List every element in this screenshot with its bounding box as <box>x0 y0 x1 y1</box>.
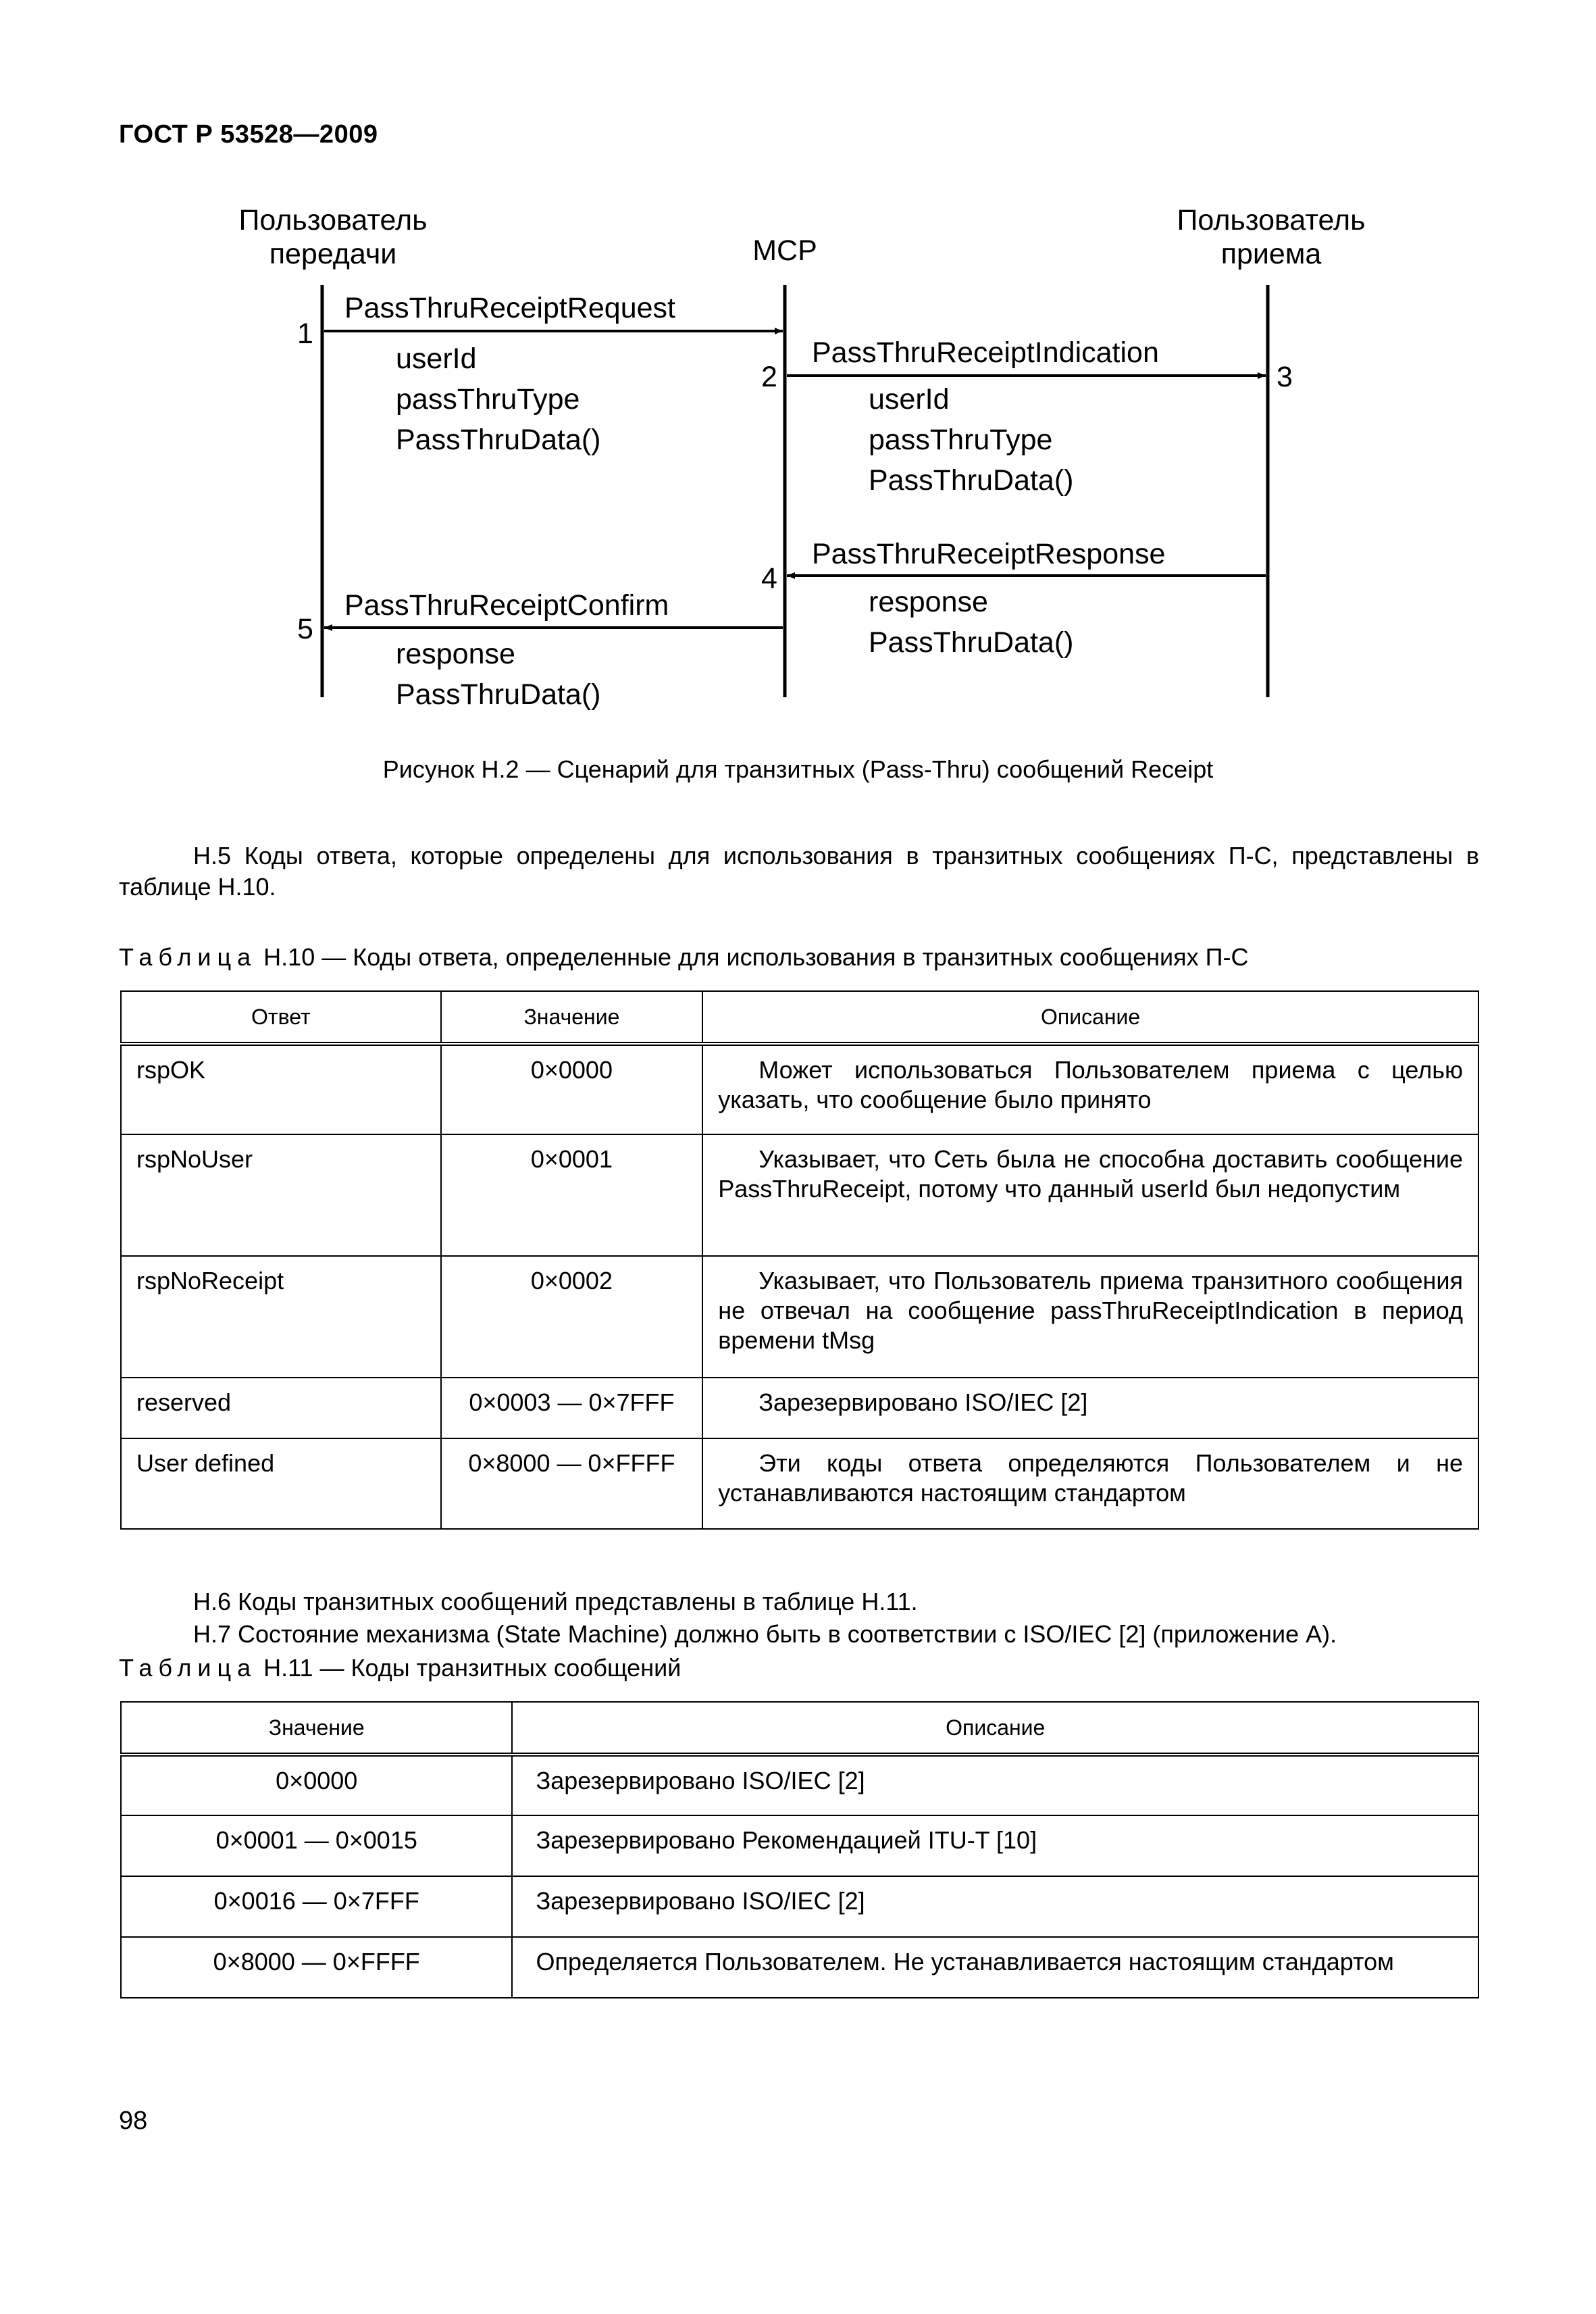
confirm-param: PassThruData() <box>396 678 601 711</box>
paragraph-h7-text: Н.7 Состояние механизма (State Machine) должно быть в соответствии с ISO/IEC [2] (приложение А). <box>193 1620 1337 1648</box>
indication-param: userId <box>869 383 950 416</box>
table-row <box>121 1378 1478 1438</box>
table-row <box>121 1044 1478 1134</box>
table11-desc-cell: Определяется Пользователем. Не устанавливается настоящим стандартом <box>512 1937 1478 1998</box>
table10-desc-cell: Указывает, что Сеть была не способна доставить сообщение PassThruReceipt, потому что данный userId был недопустим <box>702 1134 1478 1256</box>
table-11 <box>120 1701 1479 1998</box>
table10-caption-text: Н.10 — Коды ответа, определенные для использования в транзитных сообщениях П-С <box>263 943 1249 971</box>
paragraph-h5 <box>119 840 1479 903</box>
table11-value-cell: 0×0000 <box>121 1755 512 1815</box>
table10-desc-cell: Указывает, что Пользователь приема транзитного сообщения не отвечал на сообщение passThruReceiptIndication в период времени tMsg <box>702 1256 1478 1378</box>
table10-caption <box>119 943 1248 972</box>
table11-caption <box>119 1654 681 1682</box>
table10-code-cell: reserved <box>121 1378 441 1438</box>
table10-caption-label: Таблица <box>119 943 257 971</box>
receiver-label-line1: Пользователь <box>1177 204 1366 236</box>
document-header: ГОСТ Р 53528—2009 <box>119 120 378 149</box>
request-param: PassThruData() <box>396 424 601 456</box>
paragraph-h7 <box>119 1619 1479 1650</box>
table11-value-cell: 0×0001 — 0×0015 <box>121 1815 512 1876</box>
step-number-3: 3 <box>1277 361 1293 393</box>
table10-code-cell: rspOK <box>121 1044 441 1134</box>
table11-header-cell: Значение <box>121 1702 512 1755</box>
table11-value-cell: 0×0016 — 0×7FFF <box>121 1876 512 1937</box>
indication-message-name: PassThruReceiptIndication <box>812 336 1159 369</box>
table11-desc-cell: Зарезервировано ISO/IEC [2] <box>512 1876 1478 1937</box>
sequence-diagram <box>0 0 1596 730</box>
table-row <box>121 1815 1478 1876</box>
table-row <box>121 1937 1478 1998</box>
confirm-param: response <box>396 638 515 670</box>
table11-value-cell: 0×8000 — 0×FFFF <box>121 1937 512 1998</box>
indication-param: PassThruData() <box>869 464 1074 497</box>
step-number-4: 4 <box>761 562 777 595</box>
page-number: 98 <box>119 2107 148 2135</box>
table-10 <box>120 990 1479 1530</box>
table10-header-cell: Описание <box>702 991 1478 1044</box>
confirm-message-name: PassThruReceiptConfirm <box>344 589 669 622</box>
table10-code-cell: rspNoUser <box>121 1134 441 1256</box>
table10-code-cell: User defined <box>121 1438 441 1529</box>
response-param: PassThruData() <box>869 626 1074 659</box>
table10-desc-cell: Может использоваться Пользователем приема с целью указать, что сообщение было принято <box>702 1044 1478 1134</box>
table11-caption-label: Таблица <box>119 1654 257 1682</box>
mcp-label: МСР <box>752 234 817 267</box>
table10-value-cell: 0×0003 — 0×7FFF <box>441 1378 703 1438</box>
request-param: passThruType <box>396 383 580 416</box>
step-number-1: 1 <box>297 318 313 350</box>
table10-value-cell: 0×8000 — 0×FFFF <box>441 1438 703 1529</box>
table-row <box>121 1134 1478 1256</box>
paragraph-h5-text: Коды ответа, которые определены для использования в транзитных сообщениях П-С, представлены в таблице Н.10. <box>119 842 1479 901</box>
table10-value-cell: 0×0001 <box>441 1134 703 1256</box>
response-message-name: PassThruReceiptResponse <box>812 538 1166 570</box>
table11-desc-cell: Зарезервировано ISO/IEC [2] <box>512 1755 1478 1815</box>
table-row <box>121 1438 1478 1529</box>
request-message-name: PassThruReceiptRequest <box>344 292 675 324</box>
table10-header-cell: Значение <box>441 991 703 1044</box>
indication-param: passThruType <box>869 424 1053 456</box>
table10-value-cell: 0×0002 <box>441 1256 703 1378</box>
table10-desc-cell: Зарезервировано ISO/IEC [2] <box>702 1378 1478 1438</box>
table10-desc-cell: Эти коды ответа определяются Пользователем и не устанавливаются настоящим стандартом <box>702 1438 1478 1529</box>
request-param: userId <box>396 343 477 375</box>
sender-label-line2: передачи <box>269 238 397 270</box>
table-row <box>121 1755 1478 1815</box>
sender-label-line1: Пользователь <box>238 204 428 236</box>
table10-header-cell: Ответ <box>121 991 441 1044</box>
paragraph-h5-label: Н.5 <box>193 842 232 870</box>
table-row <box>121 1256 1478 1378</box>
receiver-label-line2: приема <box>1220 238 1322 270</box>
table11-header-cell: Описание <box>512 1702 1478 1755</box>
paragraph-h6 <box>119 1586 1479 1617</box>
table11-caption-text: Н.11 — Коды транзитных сообщений <box>263 1654 681 1682</box>
table11-desc-cell: Зарезервировано Рекомендацией ITU-T [10] <box>512 1815 1478 1876</box>
step-number-2: 2 <box>761 361 777 393</box>
table10-code-cell: rspNoReceipt <box>121 1256 441 1378</box>
figure-caption: Рисунок Н.2 — Сценарий для транзитных (Pass-Thru) сообщений Receipt <box>382 755 1214 783</box>
table10-value-cell: 0×0000 <box>441 1044 703 1134</box>
table-row <box>121 1876 1478 1937</box>
step-number-5: 5 <box>297 613 313 645</box>
paragraph-h6-text: Н.6 Коды транзитных сообщений представлены в таблице Н.11. <box>193 1588 918 1615</box>
response-param: response <box>869 586 988 618</box>
